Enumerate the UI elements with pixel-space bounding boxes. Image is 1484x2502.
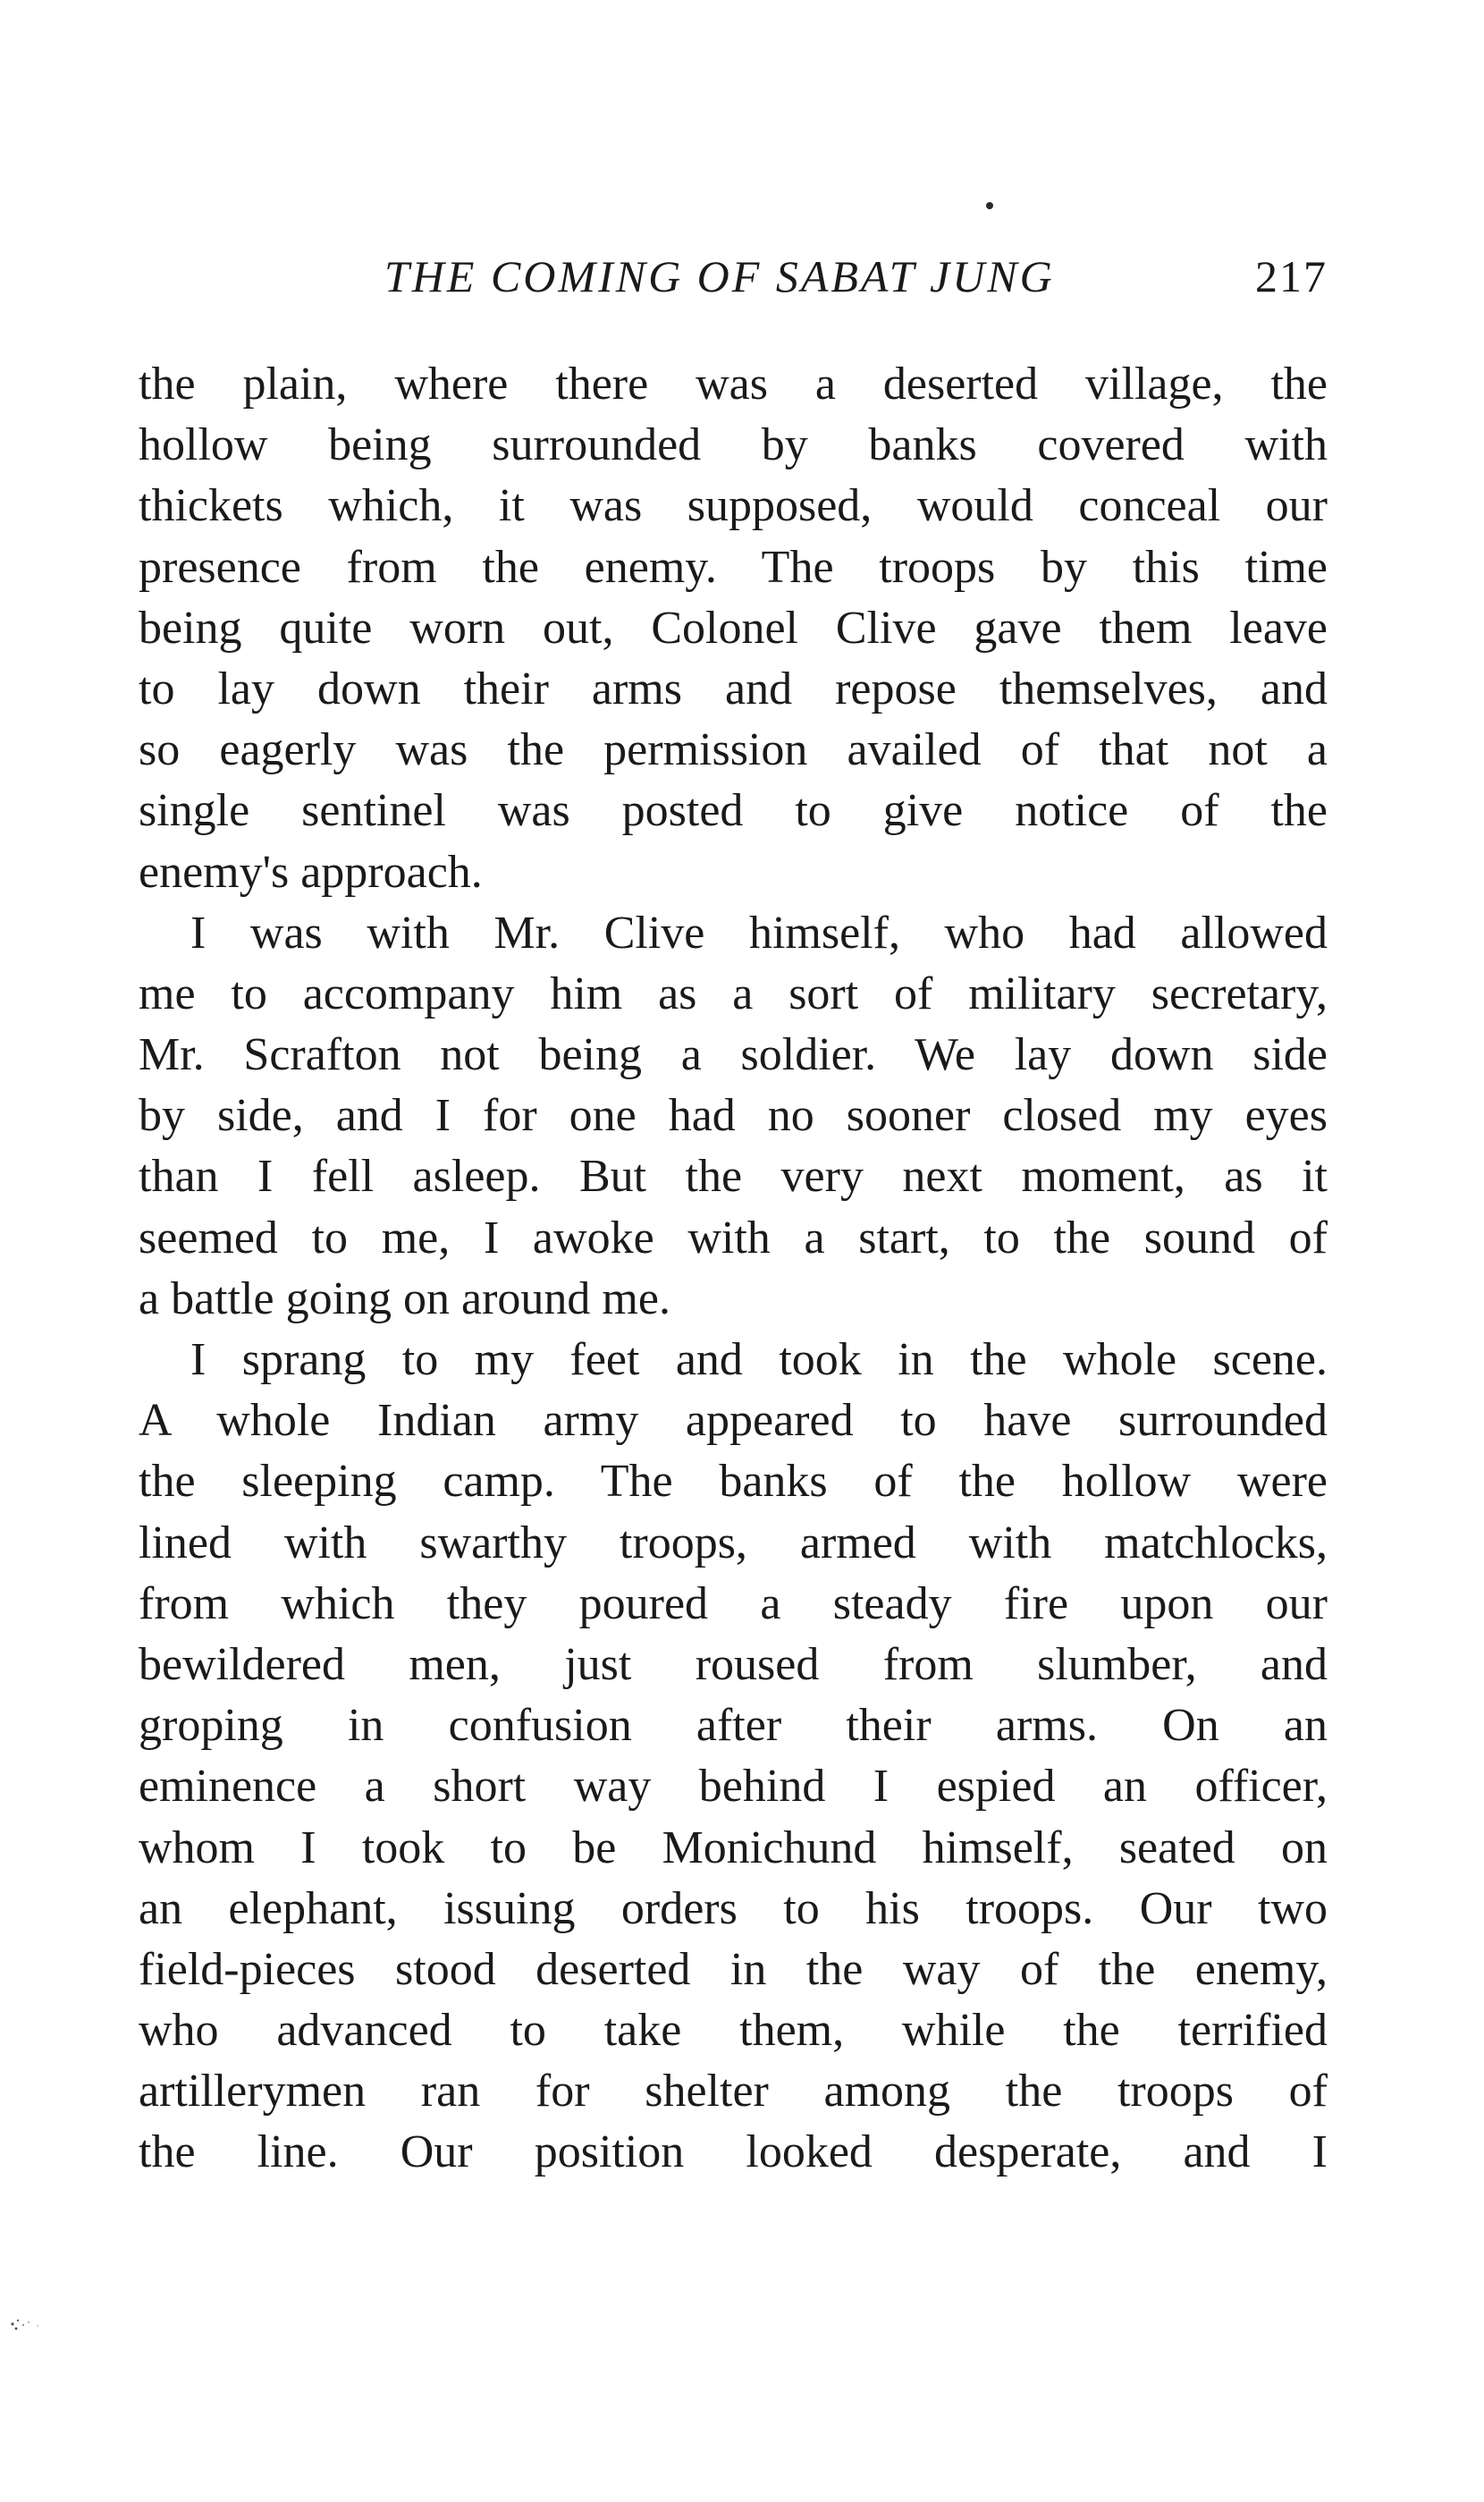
text-line: I sprang to my feet and took in the whole scene. xyxy=(190,1334,1328,1385)
text-line: who advanced to take them, while the terrified xyxy=(139,2005,1328,2057)
text-line: A whole Indian army appeared to have surrounded xyxy=(139,1395,1328,1447)
running-head xyxy=(139,243,1328,315)
text-line: a battle going on around me. xyxy=(139,1272,670,1324)
text-line: by side, and I for one had no sooner closed my eyes xyxy=(139,1090,1328,1142)
scan-smudge xyxy=(5,2312,59,2338)
body-text xyxy=(139,354,1328,2184)
text-line: enemy's approach. xyxy=(139,846,483,898)
text-line: the plain, where there was a deserted village, the xyxy=(139,359,1328,410)
text-line: bewildered men, just roused from slumber, and xyxy=(139,1638,1328,1690)
text-line: Mr. Scrafton not being a soldier. We lay down side xyxy=(139,1029,1328,1081)
text-line: artillerymen ran for shelter among the troops of xyxy=(139,2066,1328,2117)
text-line: eminence a short way behind I espied an officer, xyxy=(139,1761,1328,1813)
text-line: from which they poured a steady fire upon our xyxy=(139,1577,1328,1629)
page-number: 217 xyxy=(1255,251,1328,301)
text-line: hollow being surrounded by banks covered with xyxy=(139,419,1328,471)
text-line: the line. Our position looked desperate, and I xyxy=(139,2126,1328,2178)
ink-speck xyxy=(986,202,993,209)
text-line: the sleeping camp. The banks of the hollow were xyxy=(139,1456,1328,1508)
text-line: than I fell asleep. But the very next moment, as it xyxy=(139,1151,1328,1203)
text-line: seemed to me, I awoke with a start, to the sound of xyxy=(139,1212,1328,1264)
text-line: so eagerly was the permission availed of that not a xyxy=(139,724,1328,776)
running-title: THE COMING OF SABAT JUNG xyxy=(384,251,1055,301)
text-line: groping in confusion after their arms. On an xyxy=(139,1700,1328,1752)
text-line: single sentinel was posted to give notice of the xyxy=(139,785,1328,837)
text-line: lined with swarthy troops, armed with matchlocks, xyxy=(139,1517,1328,1568)
text-line: field-pieces stood deserted in the way of the enemy, xyxy=(139,1943,1328,1995)
text-line: being quite worn out, Colonel Clive gave them leave xyxy=(139,602,1328,654)
text-line: an elephant, issuing orders to his troops. Our two xyxy=(139,1882,1328,1934)
text-line: to lay down their arms and repose themselves, and xyxy=(139,663,1328,714)
text-line: I was with Mr. Clive himself, who had allowed xyxy=(190,907,1328,959)
text-line: thickets which, it was supposed, would conceal our xyxy=(139,480,1328,532)
text-line: presence from the enemy. The troops by this time xyxy=(139,541,1328,593)
text-line: whom I took to be Monichund himself, seated on xyxy=(139,1822,1328,1873)
text-line: me to accompany him as a sort of military secretary, xyxy=(139,968,1328,1019)
